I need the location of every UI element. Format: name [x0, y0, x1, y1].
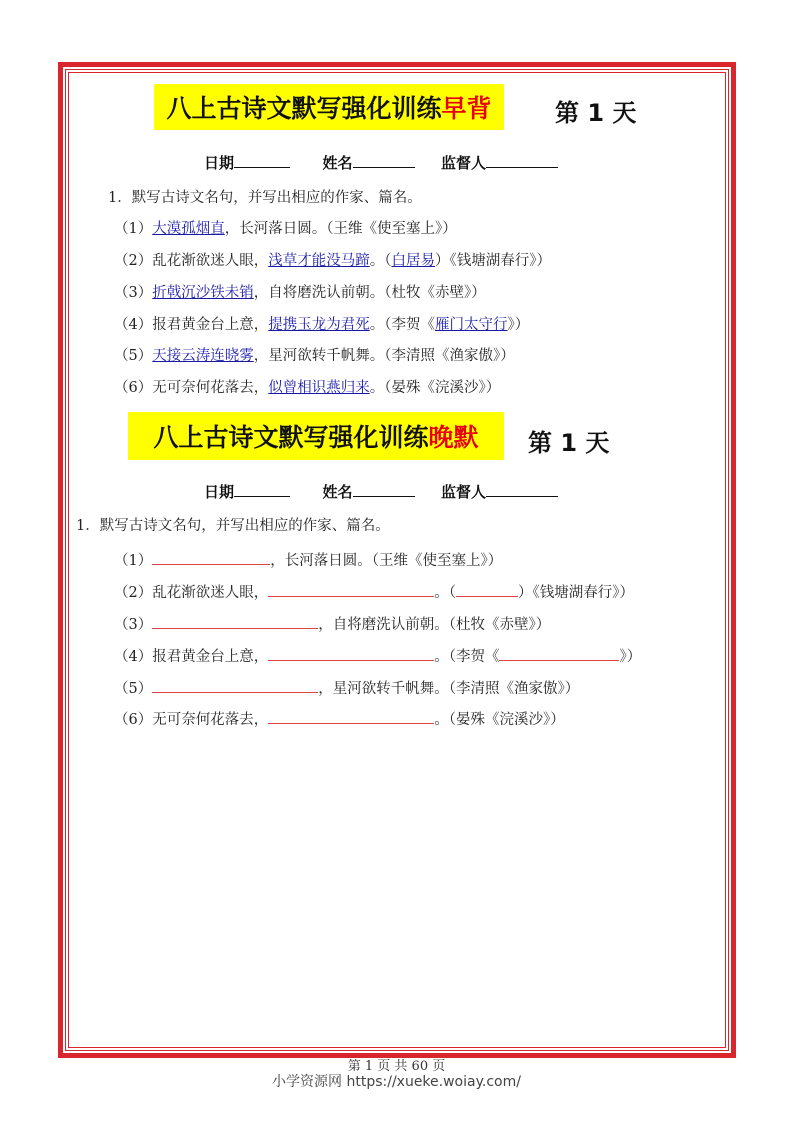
- name-label: 姓名: [322, 483, 353, 501]
- answer: 浅草才能没马蹄: [268, 253, 370, 269]
- supervisor-label: 监督人: [440, 483, 486, 501]
- morning-item-1: （1）大漠孤烟直，长河落日圆。（王维《使至塞上》）: [114, 221, 457, 237]
- morning-item-4: （4）报君黄金台上意，提携玉龙为君死。（李贺《雁门太守行》）: [114, 317, 530, 333]
- morning-instruction: 1．默写古诗文名句，并写出相应的作家、篇名。: [108, 190, 422, 206]
- date-blank[interactable]: [234, 153, 290, 168]
- answer: 提携玉龙为君死: [268, 317, 370, 333]
- name-label: 姓名: [322, 154, 353, 172]
- date-label: 日期: [204, 483, 235, 501]
- evening-item-3: （3） ，自将磨洗认前朝。（杜牧《赤壁》）: [114, 612, 550, 635]
- evening-item-1: （1） ，长河落日圆。（王维《使至塞上》）: [114, 548, 502, 571]
- evening-title-main: 八上古诗文默写强化训练: [153, 423, 429, 452]
- morning-item-2: （2）乱花渐欲迷人眼，浅草才能没马蹄。（白居易）《钱塘湖春行》）: [114, 253, 551, 269]
- answer-title: 雁门太守行: [434, 317, 508, 333]
- evening-instruction: 1．默写古诗文名句，并写出相应的作家、篇名。: [76, 518, 390, 534]
- evening-item-2: （2）乱花渐欲迷人眼， 。（ ）《钱塘湖春行》）: [114, 580, 634, 603]
- name-blank[interactable]: [353, 153, 415, 168]
- evening-day: 第 1 天: [528, 429, 610, 457]
- morning-item-3: （3）折戟沉沙铁未销，自将磨洗认前朝。（杜牧《赤壁》）: [114, 285, 486, 301]
- morning-title: [154, 84, 504, 130]
- answer-author: 白居易: [391, 253, 435, 269]
- answer-blank[interactable]: [268, 707, 434, 724]
- name-blank[interactable]: [353, 482, 415, 497]
- date-label: 日期: [204, 154, 235, 172]
- answer-blank[interactable]: [152, 548, 270, 565]
- evening-item-6: （6）无可奈何花落去， 。（晏殊《浣溪沙》）: [114, 707, 565, 730]
- answer: 折戟沉沙铁未销: [152, 285, 254, 301]
- evening-title-highlight: 晚默: [428, 423, 479, 452]
- answer-blank[interactable]: [268, 580, 434, 597]
- answer: 天接云涛连晓雾: [152, 348, 254, 364]
- supervisor-blank[interactable]: [486, 482, 558, 497]
- evening-item-4: （4）报君黄金台上意， 。（李贺《 》）: [114, 644, 641, 667]
- morning-day: 第 1 天: [555, 99, 637, 127]
- site-watermark: 小学资源网 https://xueke.woiay.com/: [272, 1074, 521, 1090]
- evening-info-row: [204, 481, 558, 502]
- evening-title: [128, 412, 504, 460]
- morning-title-main: 八上古诗文默写强化训练: [166, 94, 442, 123]
- morning-info-row: [204, 152, 558, 173]
- supervisor-label: 监督人: [440, 154, 486, 172]
- supervisor-blank[interactable]: [486, 153, 558, 168]
- answer-blank[interactable]: [268, 644, 434, 661]
- author-blank[interactable]: [456, 580, 518, 597]
- morning-item-5: （5）天接云涛连晓雾，星河欲转千帆舞。（李清照《渔家傲》）: [114, 348, 515, 364]
- evening-item-5: （5） ，星河欲转千帆舞。（李清照《渔家傲》）: [114, 676, 579, 699]
- answer-blank[interactable]: [152, 676, 318, 693]
- answer-blank[interactable]: [152, 612, 318, 629]
- page-number: 第 1 页 共 60 页: [347, 1059, 446, 1074]
- answer: 大漠孤烟直: [152, 221, 225, 237]
- date-blank[interactable]: [234, 482, 290, 497]
- morning-item-6: （6）无可奈何花落去，似曾相识燕归来。（晏殊《浣溪沙》）: [114, 380, 501, 396]
- morning-title-highlight: 早背: [441, 94, 492, 123]
- title-blank[interactable]: [499, 644, 619, 661]
- answer: 似曾相识燕归来: [268, 380, 370, 396]
